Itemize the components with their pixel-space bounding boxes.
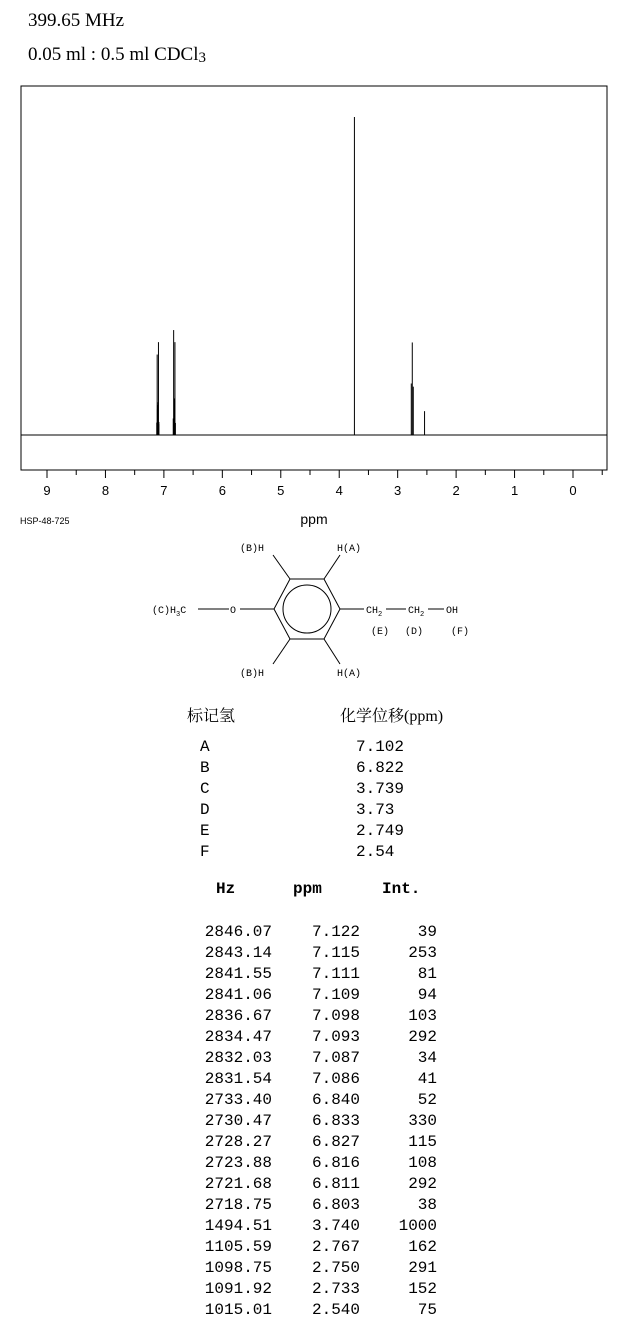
peak-hz: 2728.27 — [204, 1133, 272, 1151]
benzene-ring — [274, 579, 340, 639]
table-row — [190, 943, 450, 964]
assignment-label: B — [200, 759, 210, 777]
peak-hz: 1091.92 — [204, 1280, 272, 1298]
table-row — [190, 1216, 450, 1237]
x-tick-label: 6 — [218, 483, 226, 498]
assignment-label: D — [200, 801, 210, 819]
assignment-label: E — [200, 822, 210, 840]
label-b-top: (B)H — [240, 544, 265, 555]
x-tick-label: 8 — [101, 483, 110, 498]
peak-hz: 2721.68 — [204, 1175, 272, 1193]
table-row — [190, 1048, 450, 1069]
peak-ppm: 3.740 — [311, 1217, 360, 1235]
peak-ppm: 6.840 — [311, 1091, 360, 1109]
solvent-ratio — [28, 44, 206, 66]
label-c-methyl: $(C)H_3C$ — [152, 606, 187, 619]
table-row — [190, 1153, 450, 1174]
x-tick-label: 0 — [569, 483, 577, 498]
peak-hz: 1105.59 — [204, 1238, 272, 1256]
peak-ppm: 2.767 — [311, 1238, 360, 1256]
assignment-shift: 2.54 — [356, 843, 395, 861]
solvent-text: 0.05 ml : 0.5 ml CDCl — [28, 44, 199, 65]
peak-hz: 2846.07 — [204, 923, 272, 941]
peak-intensity: 38 — [417, 1196, 437, 1214]
peak-ppm: 2.540 — [311, 1301, 360, 1319]
molecule-structure — [140, 536, 480, 681]
peak-intensity: 152 — [408, 1280, 437, 1298]
assignment-table — [200, 737, 404, 863]
table-row — [190, 1090, 450, 1111]
peak-intensity: 253 — [408, 944, 437, 962]
peak-ppm: 7.109 — [311, 986, 360, 1004]
label-d: (D) — [405, 627, 424, 638]
assignment-label: F — [200, 843, 210, 861]
assignment-row — [200, 737, 404, 758]
label-hydroxyl: OH — [446, 606, 459, 617]
peak-hz: 1015.01 — [204, 1301, 272, 1319]
x-axis-label: ppm — [300, 511, 328, 527]
peak-ppm: 7.111 — [311, 965, 360, 983]
peak-intensity: 292 — [408, 1028, 437, 1046]
header-int: Int. — [382, 880, 421, 898]
peak-hz: 1098.75 — [204, 1259, 272, 1277]
label-oxygen: O — [230, 606, 237, 617]
peak-intensity: 291 — [408, 1259, 437, 1277]
x-tick-label: 1 — [510, 483, 519, 498]
label-a-top: H(A) — [337, 544, 362, 555]
table-row — [190, 1279, 450, 1300]
x-tick-label: 7 — [160, 483, 168, 498]
table-row — [190, 1069, 450, 1090]
table-row — [190, 1258, 450, 1279]
label-a-bottom: H(A) — [337, 669, 362, 680]
assignment-shift: 7.102 — [356, 738, 405, 756]
peak-ppm: 7.087 — [311, 1049, 360, 1067]
peak-intensity: 292 — [408, 1175, 437, 1193]
table-row — [190, 1300, 450, 1321]
peak-hz: 2832.03 — [204, 1049, 272, 1067]
peak-ppm: 7.122 — [311, 923, 360, 941]
x-axis-ticks — [43, 470, 602, 498]
table-row — [190, 1027, 450, 1048]
assignment-shift: 6.822 — [356, 759, 405, 777]
table-row — [190, 1237, 450, 1258]
table-row — [190, 1195, 450, 1216]
assignment-header-label: 标记氢 — [187, 708, 236, 725]
peak-ppm: 2.750 — [311, 1259, 360, 1277]
peak-hz: 2733.40 — [204, 1091, 272, 1109]
peak-intensity: 108 — [408, 1154, 437, 1172]
spectrometer-frequency: 399.65 MHz — [28, 10, 125, 31]
peak-intensity: 1000 — [398, 1217, 437, 1235]
peak-intensity: 34 — [417, 1049, 437, 1067]
assignment-label: C — [200, 780, 210, 798]
peak-hz: 2831.54 — [204, 1070, 272, 1088]
peak-table — [190, 922, 450, 1321]
peak-intensity: 115 — [408, 1133, 437, 1151]
table-row — [190, 1006, 450, 1027]
x-tick-label: 5 — [277, 483, 285, 498]
x-tick-label: 4 — [335, 483, 343, 498]
table-row — [190, 1132, 450, 1153]
peak-ppm: 6.811 — [311, 1175, 360, 1193]
table-row — [190, 922, 450, 943]
assignment-shift: 2.749 — [356, 822, 405, 840]
x-tick-label: 2 — [452, 483, 460, 498]
assignment-row — [200, 800, 404, 821]
peak-intensity: 94 — [417, 986, 437, 1004]
header-ppm: ppm — [293, 880, 322, 898]
peak-intensity: 103 — [408, 1007, 437, 1025]
table-row — [190, 1174, 450, 1195]
sample-code: HSP-48-725 — [20, 516, 70, 526]
assignment-shift: 3.739 — [356, 780, 405, 798]
peak-ppm: 6.803 — [311, 1196, 360, 1214]
x-tick-label: 3 — [394, 483, 402, 498]
assignment-shift: 3.73 — [356, 801, 395, 819]
label-ch2-d: $CH_2$ — [408, 606, 425, 619]
plot-frame — [21, 86, 607, 470]
assignment-header-shift: 化学位移(ppm) — [340, 708, 444, 725]
peak-hz: 2836.67 — [204, 1007, 272, 1025]
peak-intensity: 75 — [417, 1301, 437, 1319]
peak-ppm: 6.827 — [311, 1133, 360, 1151]
peak-ppm: 7.115 — [311, 944, 360, 962]
table-row — [190, 985, 450, 1006]
peak-ppm: 6.833 — [311, 1112, 360, 1130]
peak-ppm: 6.816 — [311, 1154, 360, 1172]
label-f: (F) — [451, 627, 470, 638]
assignment-row — [200, 821, 404, 842]
peak-ppm: 7.093 — [311, 1028, 360, 1046]
peak-intensity: 330 — [408, 1112, 437, 1130]
table-row — [190, 964, 450, 985]
peak-ppm: 2.733 — [311, 1280, 360, 1298]
peak-hz: 2841.06 — [204, 986, 272, 1004]
peak-ppm: 7.098 — [311, 1007, 360, 1025]
label-b-bottom: (B)H — [240, 669, 265, 680]
peak-hz: 2841.55 — [204, 965, 272, 983]
assignment-row — [200, 842, 404, 863]
peak-intensity: 41 — [417, 1070, 437, 1088]
label-ch2-e: $CH_2$ — [366, 606, 383, 619]
assignment-row — [200, 779, 404, 800]
peak-intensity: 52 — [417, 1091, 437, 1109]
peak-hz: 2730.47 — [204, 1112, 272, 1130]
label-e: (E) — [371, 627, 390, 638]
peak-intensity: 81 — [417, 965, 437, 983]
header-hz: Hz — [216, 880, 236, 898]
assignment-row — [200, 758, 404, 779]
assignment-label: A — [200, 738, 210, 756]
solvent-subscript: 3 — [198, 50, 206, 66]
nmr-spectrum-chart — [0, 80, 626, 530]
peak-hz: 2718.75 — [204, 1196, 272, 1214]
peak-hz: 2843.14 — [204, 944, 272, 962]
peak-intensity: 162 — [408, 1238, 437, 1256]
peak-intensity: 39 — [417, 923, 437, 941]
peak-hz: 2834.47 — [204, 1028, 272, 1046]
peak-hz: 1494.51 — [204, 1217, 272, 1235]
x-tick-label: 9 — [43, 483, 51, 498]
peak-series — [157, 117, 425, 435]
peak-hz: 2723.88 — [204, 1154, 272, 1172]
peak-ppm: 7.086 — [311, 1070, 360, 1088]
table-row — [190, 1111, 450, 1132]
